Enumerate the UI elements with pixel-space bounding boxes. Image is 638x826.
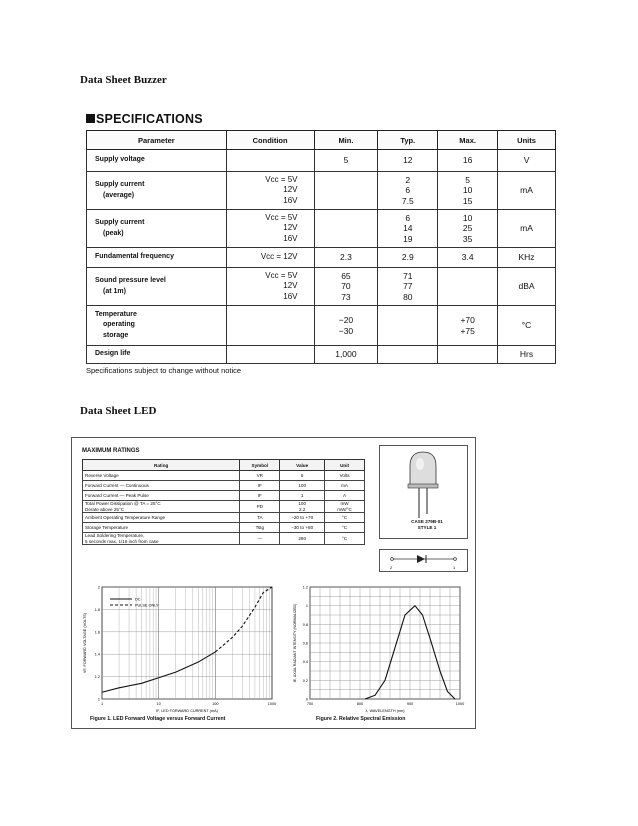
condition-text: Vcc = 5V xyxy=(265,270,298,280)
rating-text: Forward Current — Peak Pulse xyxy=(85,492,149,498)
ratings-row xyxy=(83,513,365,523)
symbol-cell: IF xyxy=(240,481,280,491)
typ-text: 19 xyxy=(403,233,413,244)
x-tick-label: 1000 xyxy=(455,702,465,706)
max-text: +70 xyxy=(460,315,475,325)
y-tick-label: 1 xyxy=(97,697,100,702)
typ-text: 12 xyxy=(403,155,413,166)
diode-symbol xyxy=(379,549,468,572)
figure-2-caption: Figure 2. Relative Spectral Emission xyxy=(316,716,406,722)
unit-cell xyxy=(325,523,365,533)
value-cell xyxy=(280,533,325,545)
value-text: 100 xyxy=(298,501,306,506)
ratings-row xyxy=(83,471,365,481)
symbol-cell: — xyxy=(240,533,280,545)
spec-header-cell: Units xyxy=(498,131,556,150)
rating-cell xyxy=(83,501,240,513)
max-text: 10 xyxy=(462,185,473,196)
legend-dc-label: DC xyxy=(135,597,141,602)
x-axis-label: IF, LED FORWARD CURRENT (mA) xyxy=(156,709,218,713)
value-cell xyxy=(280,513,325,523)
unit-cell xyxy=(325,481,365,491)
symbol-cell: Tstg xyxy=(240,523,280,533)
unit-text: mW/°C xyxy=(337,506,352,512)
figure-2-chart xyxy=(288,579,473,715)
rating-text: Derate above 25°C xyxy=(85,506,125,512)
pin-label-2: 2 xyxy=(390,565,393,570)
condition-cell xyxy=(226,268,314,306)
param-text: Supply voltage xyxy=(95,156,145,164)
min-text: −20 xyxy=(338,315,354,325)
rating-text: Forward Current — Continuous xyxy=(85,482,149,488)
x-tick-label: 700 xyxy=(306,702,314,706)
y-tick-label: 0.4 xyxy=(302,660,308,665)
typ-text: 6 xyxy=(405,212,411,223)
rating-cell xyxy=(83,523,240,533)
param-cell xyxy=(87,150,227,172)
condition-text: 16V xyxy=(283,233,298,243)
spec-row xyxy=(87,346,556,364)
rating-cell xyxy=(83,533,240,545)
param-text: Fundamental frequency xyxy=(95,253,174,261)
max-text: 16 xyxy=(462,155,473,166)
square-bullet-icon xyxy=(86,114,95,123)
y-tick-label: 0.8 xyxy=(302,622,308,627)
typ-cell xyxy=(378,268,438,306)
typ-text: 80 xyxy=(403,291,413,302)
ratings-header-row xyxy=(83,460,365,471)
spec-row xyxy=(87,306,556,346)
rating-text: Storage Temperature xyxy=(85,524,129,530)
spec-header-cell: Typ. xyxy=(378,131,438,150)
y-tick-label: 0.6 xyxy=(302,641,308,646)
legend-pulse-label: PULSE ONLY xyxy=(135,603,159,608)
value-cell xyxy=(280,471,325,481)
max-text: 35 xyxy=(462,233,473,244)
min-text: 5 xyxy=(343,155,349,166)
max-cell xyxy=(438,306,498,346)
ratings-row xyxy=(83,491,365,501)
min-cell xyxy=(314,210,378,248)
ratings-header-cell: Symbol xyxy=(240,460,280,471)
condition-text: 12V xyxy=(283,223,298,233)
max-text: 25 xyxy=(462,223,473,234)
min-cell xyxy=(314,172,378,210)
spec-row xyxy=(87,268,556,306)
ratings-header-cell: Unit xyxy=(325,460,365,471)
y-axis-label: VF, FORWARD VOLTAGE (VOLTS) xyxy=(83,612,87,674)
min-text: 1,000 xyxy=(335,349,357,360)
value-text: −30 to +80 xyxy=(291,524,314,530)
max-text: 3.4 xyxy=(461,252,474,263)
typ-cell xyxy=(378,346,438,364)
x-tick-label: 800 xyxy=(356,702,364,706)
typ-text: 14 xyxy=(403,223,413,234)
param-text: operating xyxy=(103,321,135,329)
symbol-cell: PD xyxy=(240,501,280,513)
min-text: 2.3 xyxy=(340,252,352,263)
unit-text: Volts xyxy=(339,472,350,478)
condition-text: Vcc = 5V xyxy=(265,174,298,184)
min-cell xyxy=(314,306,378,346)
rating-cell xyxy=(83,491,240,501)
ratings-header-cell: Rating xyxy=(83,460,240,471)
param-cell xyxy=(87,248,227,268)
buzzer-specifications xyxy=(86,112,556,382)
y-tick-label: 1.2 xyxy=(302,585,308,590)
maximum-ratings-title: MAXIMUM RATINGS xyxy=(82,448,140,454)
max-cell xyxy=(438,268,498,306)
typ-text: 2 xyxy=(405,174,411,185)
unit-cell xyxy=(325,533,365,545)
param-text: Sound pressure level xyxy=(95,277,166,284)
y-tick-label: 1.4 xyxy=(94,652,100,657)
x-tick-label: 100 xyxy=(212,702,219,706)
ratings-row xyxy=(83,501,365,513)
unit-cell: °C xyxy=(498,306,556,346)
value-text: 1 xyxy=(300,492,304,498)
param-text: (average) xyxy=(103,191,135,199)
condition-cell xyxy=(226,306,314,346)
min-cell xyxy=(314,150,378,172)
typ-text: 6 xyxy=(405,185,411,196)
y-tick-label: 1.6 xyxy=(94,630,100,635)
x-tick-label: 900 xyxy=(406,702,414,706)
spec-row xyxy=(87,248,556,268)
rating-text: Ambient Operating Temperature Range xyxy=(85,514,166,520)
max-text: +75 xyxy=(460,325,475,336)
spec-row xyxy=(87,172,556,210)
buzzer-datasheet-heading: Data Sheet Buzzer xyxy=(80,74,167,86)
min-text: −30 xyxy=(338,325,354,336)
typ-text: 7.5 xyxy=(401,195,414,206)
y-tick-label: 0.2 xyxy=(302,678,308,683)
unit-cell: KHz xyxy=(498,248,556,268)
param-cell xyxy=(87,268,227,306)
condition-text: Vcc = 5V xyxy=(265,212,298,222)
unit-text: °C xyxy=(341,514,348,520)
max-cell xyxy=(438,346,498,364)
typ-text: 77 xyxy=(403,281,413,292)
ratings-row xyxy=(83,533,365,545)
unit-text: A xyxy=(343,492,347,498)
value-text: 5 xyxy=(300,472,304,478)
pin-label-1: 1 xyxy=(453,565,456,570)
diode-icon xyxy=(380,550,467,571)
typ-cell xyxy=(378,248,438,268)
param-text: Design life xyxy=(95,350,131,358)
symbol-cell: VR xyxy=(240,471,280,481)
condition-cell xyxy=(226,210,314,248)
param-cell xyxy=(87,172,227,210)
param-cell xyxy=(87,306,227,346)
param-text: (at 1m) xyxy=(103,287,126,295)
condition-text: 12V xyxy=(283,281,298,291)
condition-text: Vcc = 12V xyxy=(260,252,298,262)
max-text: 15 xyxy=(462,195,473,206)
value-cell xyxy=(280,481,325,491)
param-text: Temperature xyxy=(95,310,137,318)
value-cell xyxy=(280,523,325,533)
typ-text: 2.9 xyxy=(401,252,414,263)
unit-cell xyxy=(325,501,365,513)
unit-cell: Hrs xyxy=(498,346,556,364)
spec-header-cell: Max. xyxy=(438,131,498,150)
value-text: −20 to +70 xyxy=(291,514,314,520)
min-cell xyxy=(314,346,378,364)
condition-cell xyxy=(226,172,314,210)
param-text: (peak) xyxy=(103,229,124,237)
max-cell xyxy=(438,150,498,172)
spec-row xyxy=(87,210,556,248)
spec-row xyxy=(87,150,556,172)
x-axis-label: λ, WAVELENGTH (nm) xyxy=(365,709,405,713)
unit-cell: mA xyxy=(498,172,556,210)
rating-text: Reverse Voltage xyxy=(85,472,119,478)
condition-cell xyxy=(226,248,314,268)
plot-area xyxy=(102,587,272,699)
x-tick-label: 1 xyxy=(100,702,104,706)
unit-text: °C xyxy=(341,535,348,541)
condition-text: 16V xyxy=(283,291,298,301)
condition-text: 12V xyxy=(283,185,298,195)
unit-cell xyxy=(325,491,365,501)
unit-text: mA xyxy=(341,482,348,488)
ratings-row xyxy=(83,481,365,491)
value-text: 100 xyxy=(298,482,306,488)
max-cell xyxy=(438,172,498,210)
typ-cell xyxy=(378,306,438,346)
condition-text: 16V xyxy=(283,195,298,205)
value-cell xyxy=(280,501,325,513)
value-text: 2.2 xyxy=(298,506,306,512)
unit-cell: V xyxy=(498,150,556,172)
unit-cell: dBA xyxy=(498,268,556,306)
min-text: 65 xyxy=(341,270,351,281)
led-datasheet-image xyxy=(71,437,476,729)
min-text: 70 xyxy=(341,281,351,292)
typ-cell xyxy=(378,210,438,248)
rating-text: 5 seconds max, 1/16 inch from case xyxy=(85,538,159,544)
min-text: 73 xyxy=(341,291,351,302)
y-tick-label: 0 xyxy=(305,697,308,702)
symbol-cell: TA xyxy=(240,513,280,523)
y-tick-label: 1 xyxy=(305,604,308,609)
specifications-note: Specifications subject to change without notice xyxy=(86,366,242,375)
y-axis-label: IE, AXIAL RADIANT INTENSITY (NORMALIZED) xyxy=(293,603,297,683)
param-text: Supply current xyxy=(95,219,145,226)
condition-cell xyxy=(226,346,314,364)
y-tick-label: 1.8 xyxy=(94,607,100,612)
case-label: CASE 279B-01 STYLE 1 xyxy=(411,519,443,530)
max-cell xyxy=(438,210,498,248)
x-tick-label: 1000 xyxy=(267,702,277,706)
rating-text: Total Power Dissipation @ TA = 25°C xyxy=(85,501,161,506)
typ-cell xyxy=(378,150,438,172)
param-text: storage xyxy=(103,331,129,339)
rating-cell xyxy=(83,481,240,491)
min-cell xyxy=(314,248,378,268)
rating-cell xyxy=(83,471,240,481)
rating-text: Lead Soldering Temperature, xyxy=(85,533,145,538)
typ-cell xyxy=(378,172,438,210)
figure-1-chart xyxy=(80,579,280,715)
ratings-row xyxy=(83,523,365,533)
unit-text: °C xyxy=(341,524,348,530)
symbol-cell: IF xyxy=(240,491,280,501)
condition-cell xyxy=(226,150,314,172)
led-datasheet-heading: Data Sheet LED xyxy=(80,405,157,417)
x-tick-label: 10 xyxy=(156,702,161,706)
param-cell xyxy=(87,346,227,364)
param-cell xyxy=(87,210,227,248)
y-tick-label: 2 xyxy=(97,585,100,590)
min-cell xyxy=(314,268,378,306)
typ-text: 71 xyxy=(403,270,413,281)
figure-1-caption: Figure 1. LED Forward Voltage versus Forward Current xyxy=(90,716,226,722)
value-cell xyxy=(280,491,325,501)
unit-cell: mA xyxy=(498,210,556,248)
max-text: 5 xyxy=(465,174,471,185)
specifications-header-row xyxy=(87,131,556,150)
spec-header-cell: Condition xyxy=(226,131,314,150)
specifications-title: SPECIFICATIONS xyxy=(86,112,203,126)
spec-header-cell: Parameter xyxy=(87,131,227,150)
value-text: 260 xyxy=(298,535,306,541)
spec-header-cell: Min. xyxy=(314,131,378,150)
ratings-header-cell: Value xyxy=(280,460,325,471)
unit-cell xyxy=(325,513,365,523)
unit-text: mW xyxy=(340,501,349,506)
specifications-table xyxy=(86,130,556,364)
maximum-ratings-table xyxy=(82,459,365,545)
y-tick-label: 1.2 xyxy=(94,675,100,680)
max-text: 10 xyxy=(462,212,473,223)
unit-cell xyxy=(325,471,365,481)
param-text: Supply current xyxy=(95,181,145,188)
rating-cell xyxy=(83,513,240,523)
max-cell xyxy=(438,248,498,268)
